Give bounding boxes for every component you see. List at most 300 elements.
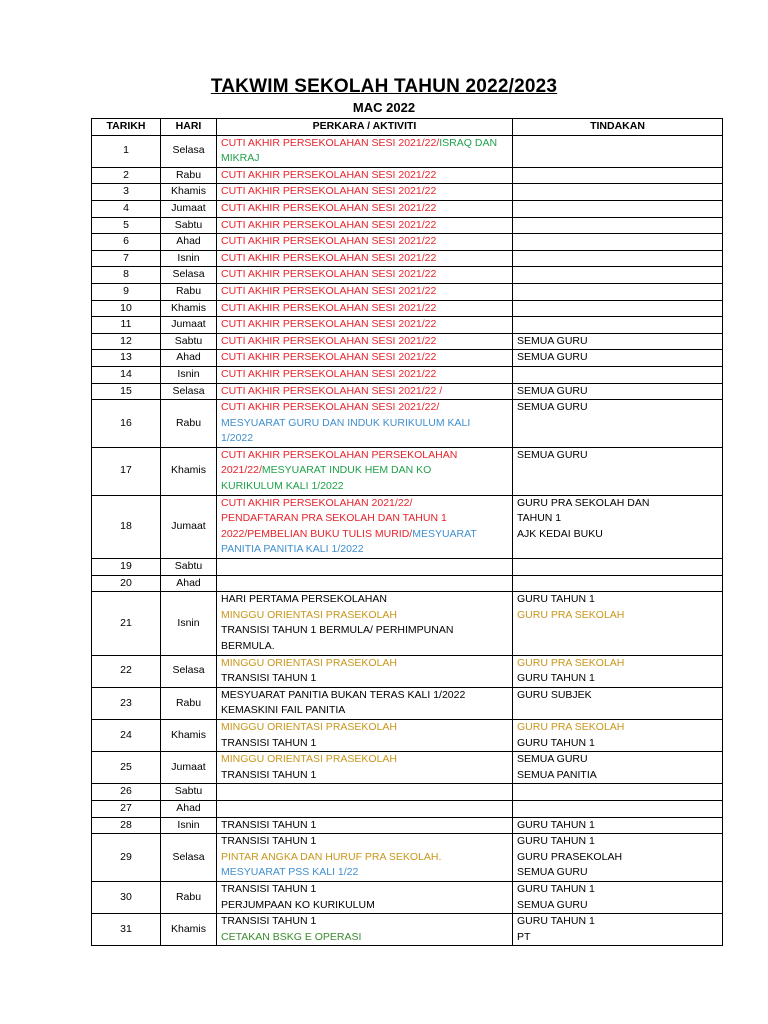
cell-hari: Ahad — [161, 350, 217, 367]
table-row — [92, 234, 723, 251]
table-row — [92, 400, 723, 448]
cell-tindakan — [513, 200, 723, 217]
cell-perkara-aktiviti — [217, 200, 513, 217]
table-row — [92, 350, 723, 367]
cell-hari: Selasa — [161, 383, 217, 400]
cell-tindakan — [513, 592, 723, 655]
cell-tindakan — [513, 167, 723, 184]
cell-tindakan — [513, 914, 723, 946]
cell-perkara-aktiviti — [217, 184, 513, 201]
cell-text: SEMUA PANITIA — [517, 768, 597, 781]
cell-line — [221, 234, 508, 250]
cell-text: SEMUA GURU — [517, 384, 588, 397]
table-row — [92, 184, 723, 201]
cell-line — [517, 527, 718, 543]
cell-text: TRANSISI TAHUN 1 — [221, 882, 317, 895]
cell-tarikh: 9 — [92, 283, 161, 300]
cell-tarikh: 11 — [92, 317, 161, 334]
cell-text: PANITIA PANITIA KALI 1/2022 — [221, 543, 364, 556]
cell-text: GURU TAHUN 1 — [517, 736, 595, 749]
cell-text: MINGGU ORIENTASI PRASEKOLAH — [221, 721, 398, 734]
cell-line — [221, 218, 508, 234]
cell-tindakan — [513, 817, 723, 834]
cell-tindakan — [513, 217, 723, 234]
cell-perkara-aktiviti — [217, 250, 513, 267]
cell-text: CUTI AKHIR PERSEKOLAHAN SESI 2021/22 — [221, 301, 437, 314]
cell-perkara-aktiviti — [217, 350, 513, 367]
cell-perkara-aktiviti — [217, 234, 513, 251]
cell-hari: Jumaat — [161, 317, 217, 334]
cell-perkara-aktiviti — [217, 267, 513, 284]
cell-perkara-aktiviti — [217, 383, 513, 400]
cell-line — [517, 656, 718, 672]
cell-tarikh: 20 — [92, 575, 161, 592]
cell-line — [221, 688, 508, 704]
table-row — [92, 801, 723, 818]
cell-tindakan — [513, 447, 723, 495]
cell-line — [517, 688, 718, 704]
cell-text: CUTI AKHIR PERSEKOLAHAN SESI 2021/22 — [221, 268, 437, 281]
cell-tarikh: 2 — [92, 167, 161, 184]
cell-text: CUTI AKHIR PERSEKOLAHAN SESI 2021/22 — [221, 168, 437, 181]
cell-line — [221, 168, 508, 184]
cell-hari: Selasa — [161, 135, 217, 167]
table-header-row — [92, 119, 723, 136]
cell-line — [221, 384, 508, 400]
cell-text: MESYUARAT — [412, 527, 477, 540]
cell-tindakan — [513, 184, 723, 201]
cell-line — [517, 350, 718, 366]
cell-text: PENDAFTARAN PRA SEKOLAH DAN TAHUN 1 — [221, 512, 447, 525]
cell-hari: Khamis — [161, 300, 217, 317]
cell-hari: Rabu — [161, 283, 217, 300]
cell-tindakan — [513, 720, 723, 752]
cell-hari: Isnin — [161, 250, 217, 267]
cell-text: 2022/PEMBELIAN BUKU TULIS MURID/ — [221, 527, 413, 540]
cell-hari: Rabu — [161, 687, 217, 719]
cell-line — [517, 448, 718, 464]
cell-hari: Sabtu — [161, 784, 217, 801]
cell-line — [517, 882, 718, 898]
cell-line — [221, 511, 508, 527]
cell-tindakan — [513, 267, 723, 284]
cell-text: SEMUA GURU — [517, 866, 588, 879]
cell-text: GURU PRA SEKOLAH DAN — [517, 496, 650, 509]
cell-line — [221, 703, 508, 719]
cell-tindakan — [513, 250, 723, 267]
table-row — [92, 366, 723, 383]
cell-hari: Selasa — [161, 834, 217, 882]
cell-perkara-aktiviti — [217, 300, 513, 317]
cell-line — [221, 914, 508, 930]
cell-perkara-aktiviti — [217, 687, 513, 719]
cell-text: 2021/22/ — [221, 464, 262, 477]
cell-text: TRANSISI TAHUN 1 — [221, 768, 317, 781]
cell-line — [221, 350, 508, 366]
cell-hari: Rabu — [161, 167, 217, 184]
cell-text: SEMUA GURU — [517, 898, 588, 911]
cell-perkara-aktiviti — [217, 655, 513, 687]
cell-perkara-aktiviti — [217, 167, 513, 184]
cell-tindakan — [513, 234, 723, 251]
cell-text: GURU SUBJEK — [517, 688, 592, 701]
cell-tarikh: 1 — [92, 135, 161, 167]
cell-tindakan — [513, 495, 723, 558]
cell-perkara-aktiviti — [217, 135, 513, 167]
cell-text: CUTI AKHIR PERSEKOLAHAN SESI 2021/22 — [221, 284, 437, 297]
cell-text: TRANSISI TAHUN 1 — [221, 835, 317, 848]
cell-hari: Jumaat — [161, 752, 217, 784]
cell-text: GURU TAHUN 1 — [517, 818, 595, 831]
cell-text: KEMASKINI FAIL PANITIA — [221, 704, 346, 717]
cell-text: AJK KEDAI BUKU — [517, 527, 603, 540]
table-row — [92, 200, 723, 217]
cell-tarikh: 18 — [92, 495, 161, 558]
cell-tarikh: 4 — [92, 200, 161, 217]
cell-perkara-aktiviti — [217, 559, 513, 576]
cell-text: MESYUARAT GURU DAN INDUK KURIKULUM KALI — [221, 416, 471, 429]
cell-line — [221, 479, 508, 495]
table-row — [92, 817, 723, 834]
cell-perkara-aktiviti — [217, 575, 513, 592]
cell-line — [517, 496, 718, 512]
cell-tarikh: 6 — [92, 234, 161, 251]
cell-text: PINTAR ANGKA DAN HURUF PRA SEKOLAH. — [221, 850, 442, 863]
cell-text: CUTI AKHIR PERSEKOLAHAN SESI 2021/22 — [221, 185, 437, 198]
cell-hari: Sabtu — [161, 333, 217, 350]
cell-line — [517, 752, 718, 768]
cell-text: PT — [517, 930, 531, 943]
cell-tindakan — [513, 752, 723, 784]
cell-tarikh: 31 — [92, 914, 161, 946]
cell-line — [221, 151, 508, 167]
cell-tarikh: 24 — [92, 720, 161, 752]
cell-line — [517, 608, 718, 624]
cell-text: 1/2022 — [221, 432, 254, 445]
cell-line — [221, 317, 508, 333]
table-row — [92, 383, 723, 400]
cell-tarikh: 19 — [92, 559, 161, 576]
cell-text: CUTI AKHIR PERSEKOLAHAN SESI 2021/22 — [221, 351, 437, 364]
cell-line — [221, 527, 508, 543]
cell-hari: Selasa — [161, 267, 217, 284]
cell-line — [221, 496, 508, 512]
cell-line — [517, 834, 718, 850]
table-row — [92, 495, 723, 558]
cell-hari: Sabtu — [161, 559, 217, 576]
cell-tarikh: 21 — [92, 592, 161, 655]
cell-text: CUTI AKHIR PERSEKOLAHAN SESI 2021/22 — [221, 251, 437, 264]
cell-text: MESYUARAT PSS KALI 1/22 — [221, 866, 359, 879]
cell-hari: Isnin — [161, 366, 217, 383]
cell-line — [221, 301, 508, 317]
cell-line — [221, 431, 508, 447]
cell-perkara-aktiviti — [217, 720, 513, 752]
cell-tindakan — [513, 575, 723, 592]
cell-perkara-aktiviti — [217, 400, 513, 448]
cell-perkara-aktiviti — [217, 333, 513, 350]
cell-tarikh: 27 — [92, 801, 161, 818]
cell-tarikh: 30 — [92, 881, 161, 913]
table-row — [92, 881, 723, 913]
cell-text: MIKRAJ — [221, 152, 260, 165]
table-row — [92, 217, 723, 234]
cell-text: GURU PRA SEKOLAH — [517, 721, 625, 734]
cell-perkara-aktiviti — [217, 914, 513, 946]
table-body — [92, 135, 723, 946]
cell-text: TRANSISI TAHUN 1 — [221, 736, 317, 749]
cell-text: GURU TAHUN 1 — [517, 835, 595, 848]
cell-text: PERJUMPAAN KO KURIKULUM — [221, 898, 375, 911]
cell-line — [517, 914, 718, 930]
cell-line — [517, 818, 718, 834]
cell-line — [221, 184, 508, 200]
table-row — [92, 167, 723, 184]
cell-tindakan — [513, 350, 723, 367]
cell-tarikh: 14 — [92, 366, 161, 383]
cell-line — [221, 334, 508, 350]
cell-text: TRANSISI TAHUN 1 — [221, 818, 317, 831]
cell-line — [221, 865, 508, 881]
cell-perkara-aktiviti — [217, 592, 513, 655]
header-tindakan: TINDAKAN — [513, 119, 723, 136]
table-row — [92, 283, 723, 300]
table-row — [92, 655, 723, 687]
cell-tarikh: 12 — [92, 333, 161, 350]
cell-tarikh: 3 — [92, 184, 161, 201]
cell-tindakan — [513, 881, 723, 913]
cell-tindakan — [513, 559, 723, 576]
cell-text: CUTI AKHIR PERSEKOLAHAN SESI 2021/22/ — [221, 136, 440, 149]
cell-line — [517, 511, 718, 527]
cell-line — [221, 834, 508, 850]
cell-text: SEMUA GURU — [517, 334, 588, 347]
cell-line — [221, 768, 508, 784]
cell-text: CUTI AKHIR PERSEKOLAHAN SESI 2021/22 — [221, 218, 437, 231]
table-row — [92, 250, 723, 267]
cell-perkara-aktiviti — [217, 217, 513, 234]
table-row — [92, 752, 723, 784]
cell-text: SEMUA GURU — [517, 753, 588, 766]
cell-tarikh: 23 — [92, 687, 161, 719]
cell-perkara-aktiviti — [217, 881, 513, 913]
cell-line — [221, 639, 508, 655]
cell-line — [221, 930, 508, 946]
cell-text: CUTI AKHIR PERSEKOLAHAN SESI 2021/22/ — [221, 401, 440, 414]
cell-line — [221, 882, 508, 898]
cell-line — [221, 850, 508, 866]
cell-perkara-aktiviti — [217, 817, 513, 834]
cell-text: BERMULA. — [221, 640, 275, 653]
cell-line — [221, 656, 508, 672]
cell-line — [221, 752, 508, 768]
cell-perkara-aktiviti — [217, 366, 513, 383]
cell-hari: Ahad — [161, 575, 217, 592]
cell-tindakan — [513, 784, 723, 801]
table-row — [92, 333, 723, 350]
cell-line — [221, 592, 508, 608]
cell-line — [517, 720, 718, 736]
cell-text: MESYUARAT INDUK HEM DAN KO — [261, 464, 432, 477]
cell-hari: Khamis — [161, 914, 217, 946]
cell-tarikh: 5 — [92, 217, 161, 234]
cell-text: SEMUA GURU — [517, 401, 588, 414]
cell-line — [221, 671, 508, 687]
cell-tindakan — [513, 135, 723, 167]
cell-text: GURU TAHUN 1 — [517, 882, 595, 895]
cell-line — [221, 136, 508, 152]
cell-text: MINGGU ORIENTASI PRASEKOLAH — [221, 608, 398, 621]
cell-text: TAHUN 1 — [517, 512, 562, 525]
cell-line — [517, 400, 718, 416]
cell-line — [517, 671, 718, 687]
cell-text: MINGGU ORIENTASI PRASEKOLAH — [221, 656, 398, 669]
cell-text: GURU TAHUN 1 — [517, 593, 595, 606]
cell-tindakan — [513, 317, 723, 334]
cell-text: CUTI AKHIR PERSEKOLAHAN SESI 2021/22 — [221, 334, 437, 347]
cell-text: HARI PERTAMA PERSEKOLAHAN — [221, 593, 387, 606]
cell-line — [221, 736, 508, 752]
cell-line — [221, 284, 508, 300]
cell-text: GURU TAHUN 1 — [517, 672, 595, 685]
cell-hari: Isnin — [161, 817, 217, 834]
cell-text: CUTI AKHIR PERSEKOLAHAN PERSEKOLAHAN — [221, 448, 458, 461]
cell-hari: Khamis — [161, 720, 217, 752]
cell-tindakan — [513, 400, 723, 448]
table-row — [92, 834, 723, 882]
cell-line — [517, 898, 718, 914]
cell-hari: Jumaat — [161, 495, 217, 558]
cell-tarikh: 29 — [92, 834, 161, 882]
cell-text: CUTI AKHIR PERSEKOLAHAN SESI 2021/22 — [221, 367, 437, 380]
cell-text: CUTI AKHIR PERSEKOLAHAN SESI 2021/22 — [221, 318, 437, 331]
cell-perkara-aktiviti — [217, 801, 513, 818]
cell-line — [221, 720, 508, 736]
cell-tarikh: 10 — [92, 300, 161, 317]
cell-text: CUTI AKHIR PERSEKOLAHAN SESI 2021/22 — [221, 235, 437, 248]
table-row — [92, 914, 723, 946]
cell-hari: Isnin — [161, 592, 217, 655]
cell-text: CUTI AKHIR PERSEKOLAHAN 2021/22/ — [221, 496, 413, 509]
cell-text: SEMUA GURU — [517, 351, 588, 364]
table-row — [92, 720, 723, 752]
cell-text: GURU PRASEKOLAH — [517, 850, 623, 863]
cell-hari: Ahad — [161, 234, 217, 251]
cell-perkara-aktiviti — [217, 447, 513, 495]
cell-line — [221, 818, 508, 834]
cell-perkara-aktiviti — [217, 495, 513, 558]
cell-tindakan — [513, 687, 723, 719]
cell-tarikh: 8 — [92, 267, 161, 284]
cell-line — [517, 384, 718, 400]
cell-tindakan — [513, 383, 723, 400]
cell-line — [517, 736, 718, 752]
cell-hari: Khamis — [161, 447, 217, 495]
cell-text: CETAKAN BSKG E OPERASI — [221, 930, 362, 943]
calendar-table — [91, 118, 723, 946]
cell-text: GURU PRA SEKOLAH — [517, 656, 625, 669]
cell-text: ISRAQ DAN — [439, 136, 498, 149]
table-row — [92, 447, 723, 495]
cell-tindakan — [513, 834, 723, 882]
cell-tarikh: 25 — [92, 752, 161, 784]
cell-line — [221, 898, 508, 914]
cell-text: GURU TAHUN 1 — [517, 915, 595, 928]
cell-perkara-aktiviti — [217, 784, 513, 801]
table-row — [92, 687, 723, 719]
cell-text: SEMUA GURU — [517, 448, 588, 461]
cell-line — [221, 608, 508, 624]
cell-text: MESYUARAT PANITIA BUKAN TERAS KALI 1/2022 — [221, 688, 466, 701]
table-row — [92, 559, 723, 576]
cell-line — [221, 201, 508, 217]
cell-line — [517, 592, 718, 608]
table-row — [92, 784, 723, 801]
cell-text: CUTI AKHIR PERSEKOLAHAN SESI 2021/22 — [221, 201, 437, 214]
cell-line — [221, 542, 508, 558]
cell-tarikh: 16 — [92, 400, 161, 448]
table-row — [92, 300, 723, 317]
cell-tarikh: 28 — [92, 817, 161, 834]
cell-line — [517, 850, 718, 866]
cell-perkara-aktiviti — [217, 283, 513, 300]
cell-line — [221, 367, 508, 383]
table-row — [92, 575, 723, 592]
cell-perkara-aktiviti — [217, 834, 513, 882]
month-heading: MAC 2022 — [352, 100, 416, 115]
header-hari: HARI — [161, 119, 217, 136]
cell-hari: Rabu — [161, 400, 217, 448]
cell-hari: Sabtu — [161, 217, 217, 234]
cell-text: GURU PRA SEKOLAH — [517, 608, 625, 621]
cell-text: TRANSISI TAHUN 1 BERMULA/ PERHIMPUNAN — [221, 624, 454, 637]
cell-line — [221, 267, 508, 283]
cell-tarikh: 22 — [92, 655, 161, 687]
cell-tarikh: 7 — [92, 250, 161, 267]
cell-hari: Ahad — [161, 801, 217, 818]
cell-tarikh: 13 — [92, 350, 161, 367]
cell-hari: Selasa — [161, 655, 217, 687]
cell-tindakan — [513, 366, 723, 383]
cell-text: TRANSISI TAHUN 1 — [221, 915, 317, 928]
cell-text: KURIKULUM KALI 1/2022 — [221, 480, 344, 493]
cell-tindakan — [513, 655, 723, 687]
cell-text: TRANSISI TAHUN 1 — [221, 672, 317, 685]
cell-hari: Jumaat — [161, 200, 217, 217]
cell-tindakan — [513, 300, 723, 317]
cell-hari: Rabu — [161, 881, 217, 913]
table-row — [92, 317, 723, 334]
cell-text: MINGGU ORIENTASI PRASEKOLAH — [221, 753, 398, 766]
cell-line — [517, 334, 718, 350]
header-perkara-aktiviti: PERKARA / AKTIVITI — [217, 119, 513, 136]
table-row — [92, 135, 723, 167]
cell-hari: Khamis — [161, 184, 217, 201]
table-row — [92, 267, 723, 284]
cell-text: CUTI AKHIR PERSEKOLAHAN SESI 2021/22 / — [221, 384, 443, 397]
cell-line — [221, 251, 508, 267]
header-tarikh: TARIKH — [92, 119, 161, 136]
cell-perkara-aktiviti — [217, 752, 513, 784]
table-row — [92, 592, 723, 655]
cell-line — [517, 865, 718, 881]
cell-tarikh: 26 — [92, 784, 161, 801]
cell-tarikh: 15 — [92, 383, 161, 400]
cell-tarikh: 17 — [92, 447, 161, 495]
document-title: TAKWIM SEKOLAH TAHUN 2022/2023 — [210, 76, 558, 97]
cell-line — [517, 930, 718, 946]
cell-line — [221, 416, 508, 432]
